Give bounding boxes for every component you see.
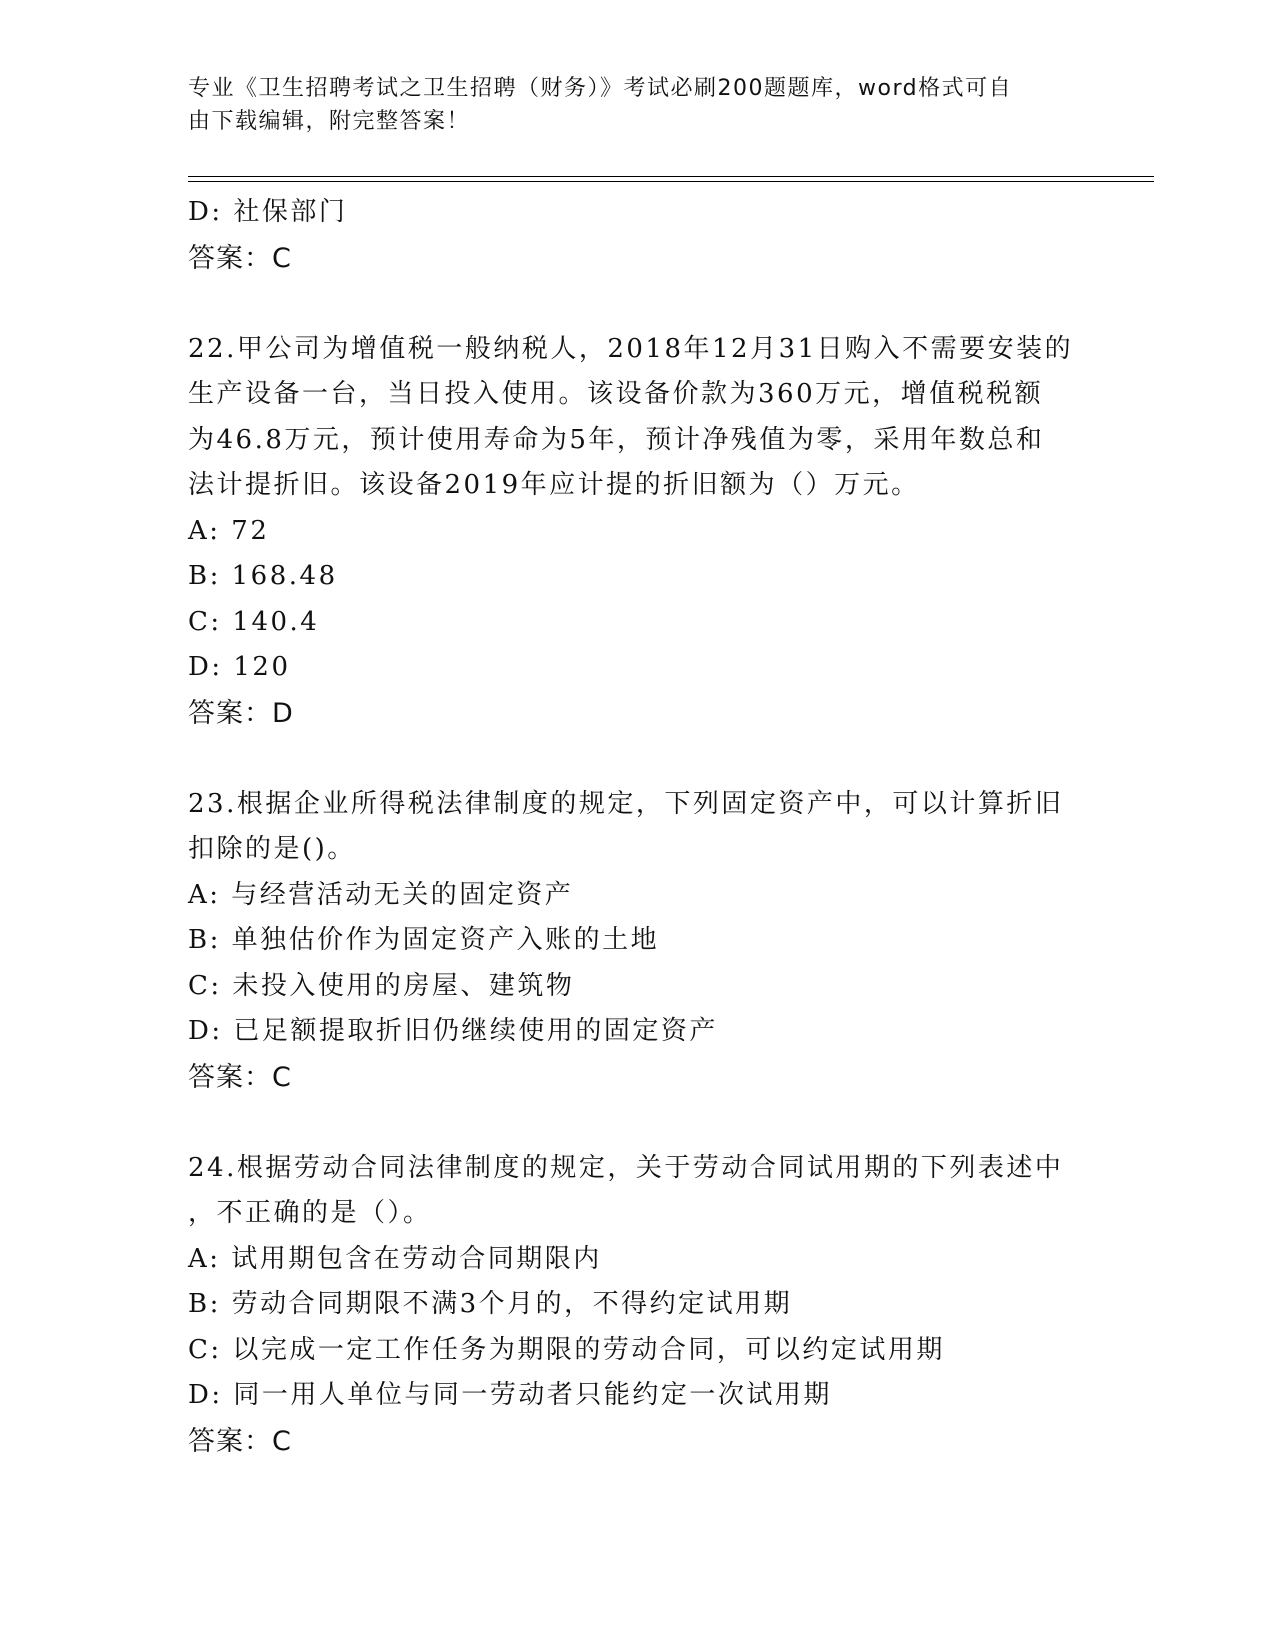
- stem-line: 为46.8万元，预计使用寿命为5年，预计净残值为零，采用年数总和: [188, 424, 1045, 455]
- option-a: A: 72: [188, 515, 270, 546]
- document-header: [188, 72, 1068, 138]
- option-a: A: 与经营活动无关的固定资产: [188, 879, 574, 910]
- stem-line: 22.甲公司为增值税一般纳税人，2018年12月31日购入不需要安装的: [188, 333, 1074, 364]
- option-b: B: 单独估价作为固定资产入账的土地: [188, 925, 660, 955]
- header-line-2: 由下载编辑，附完整答案！: [188, 109, 471, 134]
- option-d: D: 同一用人单位与同一劳动者只能约定一次试用期: [188, 1380, 832, 1410]
- document-body: [188, 190, 1088, 1464]
- answer-line: 答案：D: [188, 697, 294, 729]
- header-divider-bottom: [188, 181, 1154, 182]
- option-d: D: 120: [188, 652, 291, 682]
- header-divider-top: [188, 176, 1154, 177]
- option-a: A: 试用期包含在劳动合同期限内: [188, 1243, 602, 1274]
- question-21-tail: [188, 190, 1088, 281]
- answer-line: 答案：C: [188, 1425, 292, 1457]
- option-c: C: 140.4: [188, 606, 320, 637]
- question-stem: [188, 327, 1088, 509]
- header-line-1: 专业《卫生招聘考试之卫生招聘（财务）》考试必刷200题题库，word格式可自: [188, 76, 1013, 101]
- question-23: [188, 782, 1088, 1101]
- spacer: [188, 281, 1088, 327]
- stem-line: 扣除的是()。: [188, 834, 356, 864]
- answer-line: 答案：C: [188, 1061, 292, 1093]
- stem-line: 生产设备一台，当日投入使用。该设备价款为360万元，增值税税额: [188, 379, 1044, 409]
- answer-line: 答案：C: [188, 242, 292, 274]
- question-22: [188, 327, 1088, 737]
- stem-line: ，不正确的是（）。: [188, 1198, 432, 1228]
- option-d: D: 社保部门: [188, 197, 348, 227]
- option-b: B: 168.48: [188, 561, 338, 591]
- stem-line: 23.根据企业所得税法律制度的规定，下列固定资产中，可以计算折旧: [188, 788, 1064, 819]
- spacer: [188, 1100, 1088, 1146]
- stem-line: 24.根据劳动合同法律制度的规定，关于劳动合同试用期的下列表述中: [188, 1152, 1064, 1183]
- question-stem: [188, 1146, 1088, 1237]
- question-24: [188, 1146, 1088, 1465]
- spacer: [188, 736, 1088, 782]
- option-c: C: 未投入使用的房屋、建筑物: [188, 970, 575, 1001]
- option-b: B: 劳动合同期限不满3个月的，不得约定试用期: [188, 1289, 793, 1319]
- question-stem: [188, 782, 1088, 873]
- option-c: C: 以完成一定工作任务为期限的劳动合同，可以约定试用期: [188, 1334, 945, 1365]
- option-d: D: 已足额提取折旧仍继续使用的固定资产: [188, 1016, 718, 1046]
- stem-line: 法计提折旧。该设备2019年应计提的折旧额为（）万元。: [188, 470, 920, 500]
